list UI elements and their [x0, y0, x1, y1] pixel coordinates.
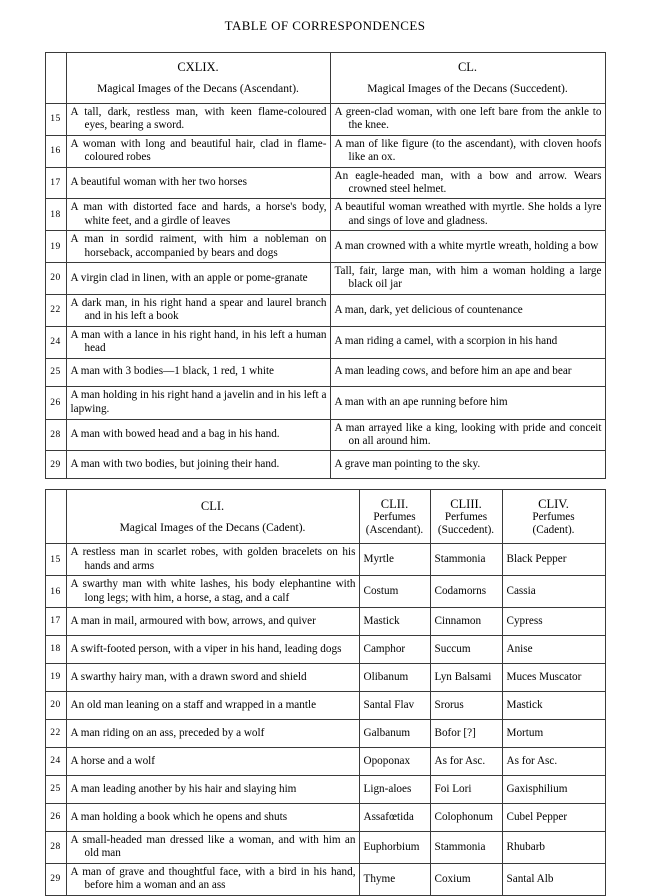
column-numeral: CLIII.	[450, 496, 482, 511]
succedent-image-cell: A man leading cows, and before him an ape and bear	[330, 358, 605, 386]
table-row	[45, 135, 605, 167]
succedent-image-cell: A man with an ape running before him	[330, 386, 605, 419]
perfume-cadent-cell: Anise	[502, 635, 605, 663]
table-row	[45, 263, 605, 295]
cadent-image-cell: A man holding a book which he opens and shuts	[66, 803, 359, 831]
cadent-image-cell: A horse and a wolf	[66, 747, 359, 775]
table-header-row	[45, 53, 605, 104]
perfume-cadent-cell: Black Pepper	[502, 544, 605, 576]
table-row	[45, 691, 605, 719]
column-numeral: CLIV.	[538, 496, 569, 511]
row-number: 15	[45, 104, 66, 136]
table-row	[45, 663, 605, 691]
row-number: 15	[45, 544, 66, 576]
succedent-image-cell: A man riding a camel, with a scorpion in his hand	[330, 326, 605, 358]
table-row	[45, 386, 605, 419]
succedent-image-cell: A green-clad woman, with one left bare from the ankle to the knee.	[330, 104, 605, 136]
column-header-cli	[66, 490, 359, 544]
row-number-header-empty	[45, 490, 66, 544]
perfume-cadent-cell: Rhubarb	[502, 831, 605, 863]
table-row	[45, 294, 605, 326]
table-header-row	[45, 490, 605, 544]
perfume-succedent-cell: Srorus	[430, 691, 502, 719]
row-number: 22	[45, 719, 66, 747]
table-row	[45, 803, 605, 831]
succedent-image-cell: An eagle-headed man, with a bow and arrow. Wears crowned steel helmet.	[330, 167, 605, 199]
perfume-ascendant-cell: Mastick	[359, 607, 430, 635]
perfume-cadent-cell: Mastick	[502, 691, 605, 719]
column-sublabel: (Ascendant).	[365, 523, 424, 536]
row-number: 28	[45, 419, 66, 451]
row-number: 25	[45, 358, 66, 386]
table-row	[45, 326, 605, 358]
table-row	[45, 358, 605, 386]
perfume-succedent-cell: Succum	[430, 635, 502, 663]
perfume-succedent-cell: Foi Lori	[430, 775, 502, 803]
perfume-ascendant-cell: Assafœtida	[359, 803, 430, 831]
ascendant-image-cell: A man with distorted face and hards, a horse's body, white feet, and a girdle of leaves	[66, 199, 330, 231]
column-label: Perfumes	[532, 510, 575, 523]
table-row	[45, 544, 605, 576]
table-row	[45, 419, 605, 451]
row-number: 26	[45, 386, 66, 419]
cadent-image-cell: A man of grave and thoughtful face, with a bird in his hand, before him a woman and an ass	[66, 863, 359, 895]
ascendant-image-cell: A virgin clad in linen, with an apple or pome-granate	[66, 263, 330, 295]
table-row	[45, 104, 605, 136]
column-header-cliii	[430, 490, 502, 544]
perfume-ascendant-cell: Euphorbium	[359, 831, 430, 863]
table-row	[45, 607, 605, 635]
perfume-ascendant-cell: Santal Flav	[359, 691, 430, 719]
row-number: 24	[45, 326, 66, 358]
perfume-ascendant-cell: Galbanum	[359, 719, 430, 747]
column-header-cl	[330, 53, 605, 104]
ascendant-image-cell: A man with a lance in his right hand, in his left a human head	[66, 326, 330, 358]
table-row	[45, 831, 605, 863]
row-number: 16	[45, 576, 66, 608]
column-numeral: CXLIX.	[177, 60, 219, 74]
column-numeral: CLI.	[200, 498, 225, 513]
perfume-succedent-cell: Lyn Balsami	[430, 663, 502, 691]
succedent-image-cell: Tall, fair, large man, with him a woman holding a large black oil jar	[330, 263, 605, 295]
perfume-cadent-cell: Santal Alb	[502, 863, 605, 895]
cadent-image-cell: A swarthy man with white lashes, his body elephantine with long legs; with him, a horse, a stag, and a calf	[66, 576, 359, 608]
perfume-cadent-cell: Cubel Pepper	[502, 803, 605, 831]
column-sublabel: (Cadent).	[532, 523, 575, 536]
row-number: 25	[45, 775, 66, 803]
perfume-ascendant-cell: Lign-aloes	[359, 775, 430, 803]
perfume-ascendant-cell: Olibanum	[359, 663, 430, 691]
perfume-ascendant-cell: Costum	[359, 576, 430, 608]
row-number-header-empty	[45, 53, 66, 104]
perfume-cadent-cell: As for Asc.	[502, 747, 605, 775]
row-number: 20	[45, 691, 66, 719]
row-number: 17	[45, 167, 66, 199]
perfume-succedent-cell: Cinnamon	[430, 607, 502, 635]
perfume-ascendant-cell: Opoponax	[359, 747, 430, 775]
perfume-succedent-cell: Bofor [?]	[430, 719, 502, 747]
cadent-image-cell: A small-headed man dressed like a woman, and with him an old man	[66, 831, 359, 863]
column-sublabel: (Succedent).	[437, 523, 495, 536]
row-number: 19	[45, 663, 66, 691]
column-header-cliv	[502, 490, 605, 544]
perfume-succedent-cell: Stammonia	[430, 544, 502, 576]
cadent-image-cell: A swarthy hairy man, with a drawn sword and shield	[66, 663, 359, 691]
table-row	[45, 167, 605, 199]
column-subtitle: Magical Images of the Decans (Cadent).	[119, 521, 306, 534]
table-row	[45, 576, 605, 608]
row-number: 20	[45, 263, 66, 295]
column-label: Perfumes	[444, 510, 488, 523]
perfume-cadent-cell: Gaxisphilium	[502, 775, 605, 803]
ascendant-image-cell: A man with bowed head and a bag in his hand.	[66, 419, 330, 451]
page-title: TABLE OF CORRESPONDENCES	[224, 18, 426, 33]
succedent-image-cell: A man of like figure (to the ascendant), with cloven hoofs like an ox.	[330, 135, 605, 167]
perfume-succedent-cell: As for Asc.	[430, 747, 502, 775]
perfume-succedent-cell: Colophonum	[430, 803, 502, 831]
table-row	[45, 635, 605, 663]
perfume-succedent-cell: Codamorns	[430, 576, 502, 608]
column-numeral: CLII.	[380, 496, 409, 511]
ascendant-image-cell: A man in sordid raiment, with him a nobleman on horseback, accompanied by bears and dogs	[66, 231, 330, 263]
column-header-clii	[359, 490, 430, 544]
table-row	[45, 199, 605, 231]
succedent-image-cell: A man arrayed like a king, looking with pride and conceit on all around him.	[330, 419, 605, 451]
ascendant-image-cell: A beautiful woman with her two horses	[66, 167, 330, 199]
row-number: 29	[45, 451, 66, 479]
ascendant-image-cell: A woman with long and beautiful hair, clad in flame-coloured robes	[66, 135, 330, 167]
succedent-image-cell: A man crowned with a white myrtle wreath, holding a bow	[330, 231, 605, 263]
succedent-image-cell: A beautiful woman wreathed with myrtle. She holds a lyre and sings of love and gladness.	[330, 199, 605, 231]
cadent-image-cell: An old man leaning on a staff and wrapped in a mantle	[66, 691, 359, 719]
row-number: 29	[45, 863, 66, 895]
perfume-succedent-cell: Stammonia	[430, 831, 502, 863]
perfume-cadent-cell: Muces Muscator	[502, 663, 605, 691]
perfume-succedent-cell: Coxium	[430, 863, 502, 895]
table-row	[45, 747, 605, 775]
perfume-ascendant-cell: Thyme	[359, 863, 430, 895]
cadent-image-cell: A man in mail, armoured with bow, arrows, and quiver	[66, 607, 359, 635]
row-number: 17	[45, 607, 66, 635]
ascendant-image-cell: A dark man, in his right hand a spear and laurel branch and in his left a book	[66, 294, 330, 326]
row-number: 24	[45, 747, 66, 775]
succedent-image-cell: A man, dark, yet delicious of countenance	[330, 294, 605, 326]
perfume-ascendant-cell: Myrtle	[359, 544, 430, 576]
magical-images-and-perfumes-table-cadent	[45, 489, 606, 895]
perfume-cadent-cell: Cassia	[502, 576, 605, 608]
cadent-image-cell: A man leading another by his hair and slaying him	[66, 775, 359, 803]
column-header-cxlix	[66, 53, 330, 104]
cadent-image-cell: A restless man in scarlet robes, with golden bracelets on his hands and arms	[66, 544, 359, 576]
table-row	[45, 775, 605, 803]
row-number: 18	[45, 635, 66, 663]
column-subtitle: Magical Images of the Decans (Ascendant).	[97, 83, 299, 95]
column-label: Perfumes	[373, 510, 416, 523]
row-number: 22	[45, 294, 66, 326]
row-number: 18	[45, 199, 66, 231]
column-subtitle: Magical Images of the Decans (Succedent).	[367, 83, 568, 95]
row-number: 26	[45, 803, 66, 831]
perfume-ascendant-cell: Camphor	[359, 635, 430, 663]
row-number: 16	[45, 135, 66, 167]
ascendant-image-cell: A tall, dark, restless man, with keen flame-coloured eyes, bearing a sword.	[66, 104, 330, 136]
perfume-cadent-cell: Mortum	[502, 719, 605, 747]
column-numeral: CL.	[457, 60, 478, 74]
ascendant-image-cell: A man holding in his right hand a javelin and in his left a lapwing.	[66, 386, 330, 419]
table-row	[45, 863, 605, 895]
table-row	[45, 231, 605, 263]
table-row	[45, 719, 605, 747]
ascendant-image-cell: A man with 3 bodies—1 black, 1 red, 1 white	[66, 358, 330, 386]
ascendant-image-cell: A man with two bodies, but joining their hand.	[66, 451, 330, 479]
perfume-cadent-cell: Cypress	[502, 607, 605, 635]
row-number: 28	[45, 831, 66, 863]
cadent-image-cell: A man riding on an ass, preceded by a wolf	[66, 719, 359, 747]
magical-images-table-ascendant-succedent	[45, 52, 606, 479]
table-row	[45, 451, 605, 479]
cadent-image-cell: A swift-footed person, with a viper in his hand, leading dogs	[66, 635, 359, 663]
row-number: 19	[45, 231, 66, 263]
succedent-image-cell: A grave man pointing to the sky.	[330, 451, 605, 479]
